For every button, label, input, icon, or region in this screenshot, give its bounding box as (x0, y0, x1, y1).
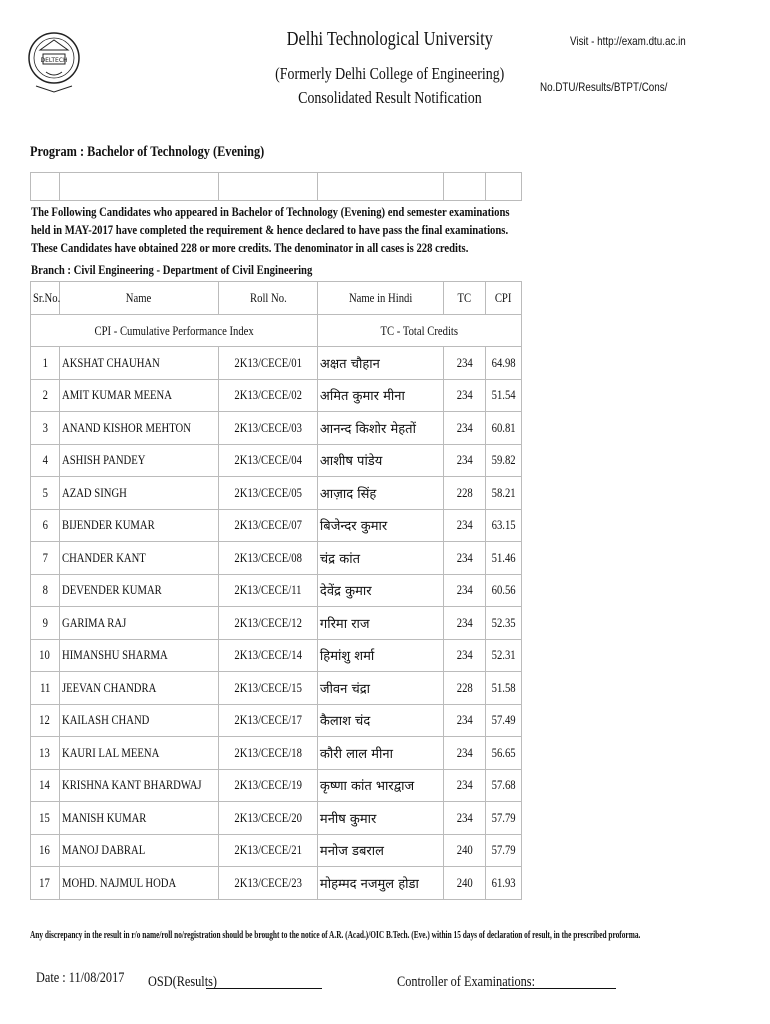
tc-cell: 234 (456, 452, 473, 468)
sr-cell: 5 (42, 484, 48, 500)
name-cell: CHANDER KANT (61, 549, 146, 565)
legend-cpi: CPI - Cumulative Performance Index (94, 322, 254, 338)
name-cell: HIMANSHU SHARMA (61, 647, 168, 663)
name-cell: KRISHNA KANT BHARDWAJ (61, 777, 202, 793)
empty-row (31, 173, 522, 201)
sr-cell: 11 (39, 679, 50, 695)
hindi-name-cell: कौरी लाल मीना (319, 746, 393, 762)
roll-cell: 2K13/CECE/02 (234, 387, 302, 403)
tc-cell: 240 (456, 842, 473, 858)
sr-cell: 3 (42, 419, 48, 435)
roll-cell: 2K13/CECE/12 (234, 614, 302, 630)
name-cell: MANISH KUMAR (61, 809, 147, 825)
name-cell: GARIMA RAJ (61, 614, 126, 630)
hindi-name-cell: अमित कुमार मीना (319, 389, 405, 405)
hindi-name-cell: कृष्णा कांत भारद्वाज (319, 779, 415, 795)
results-table (30, 172, 522, 900)
table-row (31, 574, 522, 607)
legend-row (31, 315, 522, 347)
cpi-cell: 56.65 (491, 744, 516, 760)
name-cell: BIJENDER KUMAR (61, 517, 155, 533)
tc-cell: 240 (456, 874, 473, 890)
notice-row (31, 201, 522, 260)
university-name: Delhi Technological University (286, 28, 494, 50)
hindi-name-cell: चंद्र कांत (319, 551, 360, 567)
tc-cell: 228 (456, 679, 473, 695)
table-row (31, 607, 522, 640)
controller-signature-label: Controller of Examinations: (397, 974, 536, 990)
hindi-name-cell: मनीष कुमार (319, 811, 377, 827)
roll-cell: 2K13/CECE/17 (234, 712, 302, 728)
hindi-name-cell: मनोज डबराल (319, 844, 384, 860)
sr-cell: 2 (42, 387, 48, 403)
cpi-cell: 52.35 (491, 614, 516, 630)
tc-cell: 234 (456, 614, 473, 630)
hindi-name-cell: गरिमा राज (319, 616, 370, 632)
sr-cell: 1 (42, 354, 48, 370)
cpi-cell: 57.68 (491, 777, 516, 793)
roll-cell: 2K13/CECE/01 (234, 354, 302, 370)
name-cell: DEVENDER KUMAR (61, 582, 162, 598)
roll-cell: 2K13/CECE/15 (234, 679, 302, 695)
tc-cell: 234 (456, 582, 473, 598)
cpi-cell: 60.81 (491, 419, 516, 435)
name-cell: AZAD SINGH (61, 484, 127, 500)
cpi-cell: 57.79 (491, 809, 516, 825)
cpi-cell: 51.46 (491, 549, 516, 565)
roll-cell: 2K13/CECE/18 (234, 744, 302, 760)
roll-cell: 2K13/CECE/23 (234, 874, 302, 890)
hindi-name-cell: आज़ाद सिंह (319, 486, 377, 502)
tc-cell: 234 (456, 354, 473, 370)
sr-cell: 13 (39, 744, 51, 760)
tc-cell: 234 (456, 387, 473, 403)
hindi-name-cell: बिजेन्दर कुमार (319, 519, 388, 535)
cpi-cell: 51.58 (491, 679, 516, 695)
notice-text: The Following Candidates who appeared in Bachelor of Technology (Evening) end semester examinations held in MAY-2017 have completed the requirement & hence declared to have pass the final examinations. These Candidates have obtained 228 or more credits. The denominator in all cases is 228 credits. (30, 204, 510, 255)
cpi-cell: 51.54 (491, 387, 516, 403)
table-row (31, 639, 522, 672)
hindi-name-cell: जीवन चंद्रा (319, 681, 371, 697)
results-body (31, 347, 522, 900)
name-cell: KAILASH CHAND (61, 712, 150, 728)
declaration-date: Date : 11/08/2017 (36, 970, 125, 986)
sr-cell: 4 (42, 452, 48, 468)
table-row (31, 379, 522, 412)
sr-cell: 10 (39, 647, 51, 663)
col-cpi: CPI (495, 290, 512, 305)
hindi-name-cell: आनन्द किशोर मेहतों (319, 421, 416, 437)
cpi-cell: 57.79 (491, 842, 516, 858)
cpi-cell: 64.98 (491, 354, 516, 370)
table-row (31, 672, 522, 705)
table-row (31, 867, 522, 900)
name-cell: ANAND KISHOR MEHTON (61, 419, 191, 435)
sr-cell: 17 (39, 874, 51, 890)
table-row (31, 477, 522, 510)
cpi-cell: 60.56 (491, 582, 516, 598)
branch-row (31, 259, 522, 282)
controller-signature-line (500, 988, 616, 989)
sr-cell: 15 (39, 809, 51, 825)
osd-signature-label: OSD(Results) (148, 974, 218, 990)
tc-cell: 234 (456, 647, 473, 663)
roll-cell: 2K13/CECE/11 (234, 582, 302, 598)
cpi-cell: 52.31 (491, 647, 516, 663)
sr-cell: 16 (39, 842, 51, 858)
roll-cell: 2K13/CECE/04 (234, 452, 302, 468)
tc-cell: 234 (456, 744, 473, 760)
visit-link[interactable]: Visit - http://exam.dtu.ac.in (570, 34, 686, 48)
roll-cell: 2K13/CECE/14 (234, 647, 302, 663)
col-sr: Sr.No. (33, 290, 61, 305)
header-row (31, 282, 522, 315)
discrepancy-note: Any discrepancy in the result in r/o name/roll no/registration should be brought to the notice of A.R. (Acad.)/OIC B.Tech. (Eve.) within 15 days of declaration of result, in the prescribed proforma. (30, 930, 641, 941)
name-cell: MOHD. NAJMUL HODA (61, 874, 176, 890)
reference-number: No.DTU/Results/BTPT/Cons/ (540, 80, 668, 94)
cpi-cell: 61.93 (491, 874, 516, 890)
table-row (31, 704, 522, 737)
hindi-name-cell: अक्षत चौहान (319, 356, 380, 372)
sr-cell: 7 (42, 549, 48, 565)
osd-signature-line (206, 988, 322, 989)
hindi-name-cell: देवेंद्र कुमार (319, 584, 372, 600)
sr-cell: 8 (42, 582, 48, 598)
table-row (31, 347, 522, 380)
cpi-cell: 59.82 (491, 452, 516, 468)
cpi-cell: 63.15 (491, 517, 516, 533)
legend-tc: TC - Total Credits (380, 322, 459, 338)
tc-cell: 234 (456, 712, 473, 728)
table-row (31, 802, 522, 835)
sr-cell: 12 (39, 712, 51, 728)
university-logo (26, 28, 82, 94)
roll-cell: 2K13/CECE/21 (234, 842, 302, 858)
col-hindi: Name in Hindi (348, 290, 413, 305)
roll-cell: 2K13/CECE/19 (234, 777, 302, 793)
name-cell: ASHISH PANDEY (61, 452, 146, 468)
tc-cell: 234 (456, 809, 473, 825)
tc-cell: 234 (456, 517, 473, 533)
hindi-name-cell: मोहम्मद नजमुल होडा (319, 876, 419, 892)
col-roll: Roll No. (249, 290, 287, 305)
hindi-name-cell: कैलाश चंद (319, 714, 371, 730)
table-row (31, 509, 522, 542)
cpi-cell: 58.21 (491, 484, 516, 500)
document-title: Consolidated Result Notification (298, 88, 482, 107)
sr-cell: 14 (39, 777, 51, 793)
roll-cell: 2K13/CECE/05 (234, 484, 302, 500)
table-row (31, 542, 522, 575)
roll-cell: 2K13/CECE/20 (234, 809, 302, 825)
tc-cell: 234 (456, 419, 473, 435)
branch-text: Branch : Civil Engineering - Department of Civil Engineering (30, 262, 312, 277)
roll-cell: 2K13/CECE/07 (234, 517, 302, 533)
table-row (31, 834, 522, 867)
name-cell: MANOJ DABRAL (61, 842, 145, 858)
name-cell: KAURI LAL MEENA (61, 744, 159, 760)
table-row (31, 412, 522, 445)
sr-cell: 9 (42, 614, 48, 630)
cpi-cell: 57.49 (491, 712, 516, 728)
col-tc: TC (457, 290, 472, 305)
name-cell: AKSHAT CHAUHAN (61, 354, 160, 370)
formerly-name: (Formerly Delhi College of Engineering) (275, 64, 505, 83)
tc-cell: 234 (456, 777, 473, 793)
hindi-name-cell: आशीष पांडेय (319, 454, 383, 470)
tc-cell: 234 (456, 549, 473, 565)
tc-cell: 228 (456, 484, 473, 500)
sr-cell: 6 (42, 517, 48, 533)
table-row (31, 444, 522, 477)
col-name: Name (126, 290, 152, 305)
table-row (31, 737, 522, 770)
roll-cell: 2K13/CECE/03 (234, 419, 302, 435)
logo-text: DELTECH (40, 57, 68, 64)
name-cell: AMIT KUMAR MEENA (61, 387, 172, 403)
roll-cell: 2K13/CECE/08 (234, 549, 302, 565)
hindi-name-cell: हिमांशु शर्मा (319, 649, 375, 665)
table-row (31, 769, 522, 802)
name-cell: JEEVAN CHANDRA (61, 679, 156, 695)
program-title: Program : Bachelor of Technology (Evening) (30, 144, 265, 160)
